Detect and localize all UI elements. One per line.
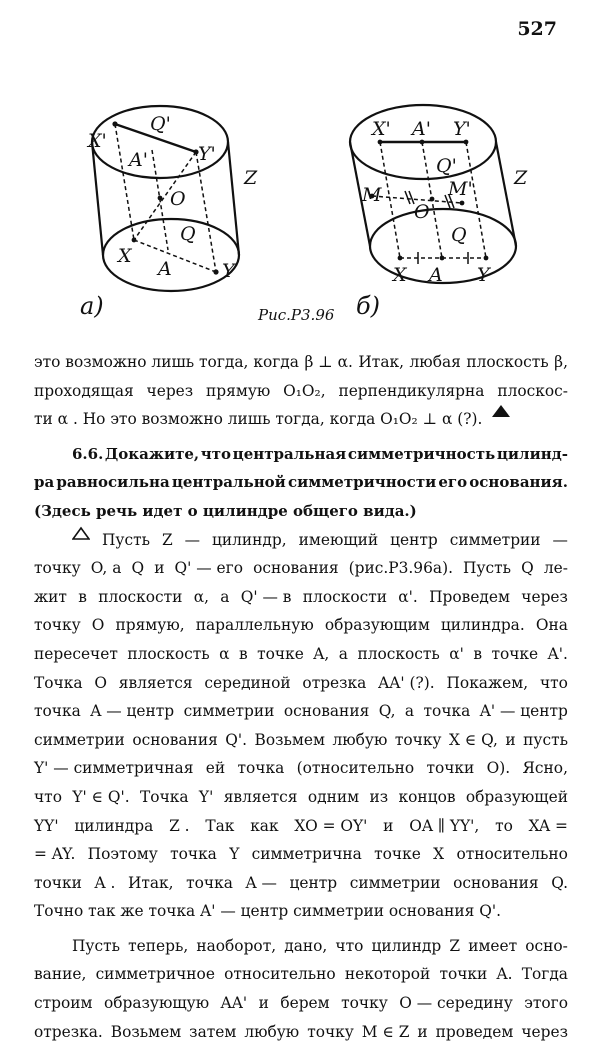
word: Q'. <box>225 730 248 749</box>
text-line <box>34 669 568 698</box>
word: симметрии <box>449 530 541 549</box>
word: ей <box>205 759 226 778</box>
word: Поэтому <box>87 845 158 864</box>
word: точку <box>394 730 442 749</box>
word: плоскость <box>127 644 210 663</box>
text-line <box>34 468 568 497</box>
word: симметричности <box>287 473 437 492</box>
text-line <box>34 611 568 640</box>
word: в <box>473 644 482 663</box>
word: любую <box>332 730 388 749</box>
paragraph-converse <box>34 960 568 1046</box>
word: β, <box>554 353 568 371</box>
word: прямую <box>206 381 271 400</box>
text-line <box>34 1018 568 1046</box>
word: отрезка <box>302 673 367 692</box>
word: наоборот, <box>196 936 277 955</box>
word: O, а <box>90 559 122 578</box>
word: что <box>539 673 568 692</box>
word: центральная <box>232 444 347 463</box>
word: (рис.P3.96а). <box>348 559 453 578</box>
word: симметрии <box>34 730 125 749</box>
label-a: A <box>429 264 443 286</box>
word: любая <box>409 353 461 371</box>
word: Z . <box>169 816 190 835</box>
word: точка <box>423 702 471 721</box>
word: что <box>200 444 232 463</box>
paragraph-end-of-previous <box>34 348 568 434</box>
word: Итак, <box>358 353 405 371</box>
word: O). <box>486 759 511 778</box>
text-line <box>34 640 568 669</box>
word: Тогда <box>521 965 568 984</box>
word: точки <box>426 759 475 778</box>
word: A . <box>94 873 116 892</box>
word: основания <box>132 730 218 749</box>
word: симметричное <box>95 965 215 984</box>
word: XO = OY' <box>294 816 368 835</box>
word: β ⊥ α. <box>304 353 353 371</box>
word: A, <box>313 644 330 663</box>
label-x-prime: X' <box>88 130 107 152</box>
word: ти α . Но это возможно лишь тогда, когда O₁O₂ ⊥ α (?). <box>34 410 483 429</box>
word: α' <box>449 644 464 663</box>
word: проведем <box>435 1022 514 1041</box>
word: AA' <box>220 994 248 1013</box>
label-m: M <box>362 184 382 206</box>
word: α, <box>193 587 209 606</box>
figure-caption: Рис.P3.96 <box>258 306 335 324</box>
label-y-prime: Y' <box>198 143 216 165</box>
word: через <box>521 1022 568 1041</box>
word: центр <box>289 873 338 892</box>
word: симметрична <box>251 845 362 864</box>
word: Докажите, <box>104 444 200 463</box>
text-line <box>34 869 568 898</box>
word: а <box>220 587 230 606</box>
proof-first-line <box>34 526 568 555</box>
sublabel-b: б) <box>356 292 381 320</box>
word: что <box>335 936 364 955</box>
word: — <box>184 530 200 549</box>
word: берем <box>280 994 330 1013</box>
word: 6.6. <box>72 444 104 463</box>
label-a-prime: A' <box>412 118 431 140</box>
word: центр <box>390 530 438 549</box>
word: проходящая <box>34 381 134 400</box>
word: что <box>34 787 62 806</box>
paragraph-converse-first-line <box>34 932 568 961</box>
word: OA ∥ YY', <box>409 816 480 835</box>
text-line <box>34 440 568 469</box>
word: Z <box>449 936 461 955</box>
word: является <box>223 787 298 806</box>
word: плоскости <box>98 587 183 606</box>
text-line <box>34 405 568 434</box>
text-line <box>34 840 568 869</box>
word: симметрии <box>183 702 275 721</box>
text-line <box>34 960 568 989</box>
word: Возьмем <box>254 730 325 749</box>
word: затем <box>189 1022 237 1041</box>
label-a: A <box>158 258 172 280</box>
word: ра <box>34 473 55 492</box>
word: цилиндр, <box>211 530 287 549</box>
word: и <box>383 816 394 835</box>
word: симметричность <box>347 444 496 463</box>
label-z: Z <box>514 167 528 189</box>
word: A — <box>245 873 277 892</box>
word: точку <box>307 1022 354 1041</box>
word: точку <box>341 994 388 1013</box>
word: основания <box>453 873 539 892</box>
figure-left-labels <box>80 113 258 320</box>
word: основания <box>283 702 370 721</box>
word: Y <box>229 845 240 864</box>
text-line <box>34 348 568 377</box>
word: любую <box>244 1022 300 1041</box>
word: его <box>438 473 468 492</box>
word: точку <box>34 616 81 635</box>
word: (Здесь речь идет о цилиндре общего вида.) <box>34 501 417 520</box>
word: перпендикулярна <box>338 381 485 400</box>
word: A'. <box>547 644 568 663</box>
word: строим <box>34 994 93 1013</box>
word: плоскос- <box>497 381 568 400</box>
word: Проведем <box>429 587 510 606</box>
word: цилиндра. <box>440 616 525 635</box>
label-m-prime: M' <box>448 178 473 200</box>
word: параллельную <box>195 616 314 635</box>
word: этого <box>524 994 568 1013</box>
word: Пусть <box>101 530 150 549</box>
proof-end-triangle-icon <box>492 405 510 417</box>
word: O — середину <box>399 994 513 1013</box>
word: отрезка. <box>34 1022 103 1041</box>
word: точка <box>186 873 233 892</box>
word: Q <box>521 559 534 578</box>
word: A. <box>496 965 513 984</box>
label-q-prime: Q' <box>150 113 171 135</box>
word: концов <box>398 787 456 806</box>
word: и <box>417 1022 428 1041</box>
label-o: O <box>170 188 186 210</box>
word: Покажем, <box>446 673 529 692</box>
word: основания <box>253 559 339 578</box>
word: жит <box>34 587 67 606</box>
word: образующую <box>103 994 210 1013</box>
word: Q' — его <box>174 559 243 578</box>
word: пусть <box>523 730 568 749</box>
word: симметрии <box>349 873 441 892</box>
word: O <box>94 673 107 692</box>
body-text <box>34 348 568 1046</box>
word: Итак, <box>127 873 174 892</box>
word: Q' — в <box>240 587 292 606</box>
word: через <box>146 381 194 400</box>
word: прямую, <box>115 616 185 635</box>
text-line <box>34 726 568 755</box>
word: = AY. <box>34 845 76 864</box>
word: O₁O₂, <box>283 381 326 400</box>
label-q: Q <box>180 223 196 245</box>
label-q-prime: Q' <box>436 155 457 177</box>
word: точке <box>491 644 539 663</box>
word: X ∈ Q, <box>449 730 498 749</box>
word: Пусть <box>72 936 120 955</box>
label-y-prime: Y' <box>453 118 471 140</box>
word: Точка <box>34 673 83 692</box>
word: относительно <box>224 965 336 984</box>
word: теперь, <box>128 936 189 955</box>
word: точке <box>374 845 421 864</box>
word: YY' <box>34 816 59 835</box>
proof-start-triangle-icon <box>72 526 90 540</box>
word: M ∈ Z <box>361 1022 410 1041</box>
word: Q. <box>551 873 568 892</box>
text-line <box>34 812 568 841</box>
word: через <box>521 587 568 606</box>
word: равносильна <box>56 473 170 492</box>
word: ле- <box>543 559 568 578</box>
word: имеющий <box>298 530 379 549</box>
word: Z <box>161 530 173 549</box>
label-q: Q <box>451 224 467 246</box>
text-line <box>34 783 568 812</box>
word: то <box>495 816 513 835</box>
word: Ясно, <box>522 759 568 778</box>
word: цилиндра <box>74 816 154 835</box>
word: — <box>552 530 568 549</box>
word: Q, <box>378 702 396 721</box>
text-line <box>34 554 568 583</box>
word: XA = <box>528 816 568 835</box>
word: в <box>239 644 248 663</box>
word: центральной <box>171 473 286 492</box>
label-x-prime: X' <box>372 118 391 140</box>
word: плоскости <box>302 587 387 606</box>
label-y: Y <box>477 264 490 286</box>
word: точки <box>34 873 82 892</box>
word: вание, <box>34 965 87 984</box>
word: из <box>369 787 389 806</box>
text-line <box>34 497 568 526</box>
word: Y' <box>198 787 214 806</box>
word: одним <box>307 787 360 806</box>
label-x: X <box>393 264 407 286</box>
word: осно- <box>525 936 568 955</box>
word: точка <box>170 845 217 864</box>
label-y: Y <box>222 260 235 282</box>
figure-right-labels <box>356 118 528 320</box>
word: относительно <box>456 845 568 864</box>
label-x: X <box>118 245 132 267</box>
word: A' — центр <box>479 702 568 721</box>
word: точки <box>439 965 488 984</box>
word: AA' (?). <box>378 673 435 692</box>
problem-heading <box>34 440 568 526</box>
word: является <box>118 673 193 692</box>
word: как <box>250 816 279 835</box>
word: Пусть <box>463 559 512 578</box>
word: O <box>91 616 105 635</box>
word: дано, <box>284 936 328 955</box>
word: Так <box>205 816 235 835</box>
word: Q <box>131 559 145 578</box>
word: образующим <box>324 616 430 635</box>
text-line <box>34 697 568 726</box>
word: пересечет <box>34 644 118 663</box>
word: и <box>258 994 269 1013</box>
text-line <box>34 754 568 783</box>
word: некоторой <box>344 965 431 984</box>
word: основания. <box>469 473 568 492</box>
word: Точно так же точка A' — центр симметрии основания Q'. <box>34 902 501 921</box>
word: X <box>433 845 445 864</box>
word: плоскость <box>466 353 549 371</box>
text-line <box>34 897 568 926</box>
word: это возможно лишь тогда, когда <box>34 353 299 371</box>
word: цилиндр <box>371 936 442 955</box>
text-line <box>34 377 568 406</box>
proof-paragraph <box>34 554 568 926</box>
label-o: O <box>414 201 430 223</box>
text-line <box>34 989 568 1018</box>
word: Возьмем <box>110 1022 182 1041</box>
word: точке <box>257 644 304 663</box>
word: а <box>404 702 415 721</box>
word: серединой <box>204 673 291 692</box>
word: Y' ∈ Q'. <box>72 787 130 806</box>
word: Y' — симметричная <box>34 759 194 778</box>
word: а <box>338 644 348 663</box>
word: (относительно <box>296 759 415 778</box>
word: точка <box>34 702 81 721</box>
word: точку <box>34 559 81 578</box>
word: Она <box>535 616 568 635</box>
word: Точка <box>140 787 189 806</box>
word: точка <box>237 759 285 778</box>
label-z: Z <box>244 167 258 189</box>
word: и <box>505 730 516 749</box>
word: α'. <box>398 587 418 606</box>
word: имеет <box>468 936 518 955</box>
sublabel-a: а) <box>80 292 104 320</box>
word: плоскость <box>357 644 440 663</box>
word: цилинд- <box>496 444 568 463</box>
page-number: 527 <box>517 18 557 40</box>
figure-p3-96 <box>0 0 601 345</box>
word: и <box>154 559 165 578</box>
word: A — центр <box>90 702 175 721</box>
label-a-prime: A' <box>129 149 148 171</box>
text-line <box>34 583 568 612</box>
word: α <box>219 644 230 663</box>
word: образующей <box>465 787 568 806</box>
word: в <box>78 587 87 606</box>
